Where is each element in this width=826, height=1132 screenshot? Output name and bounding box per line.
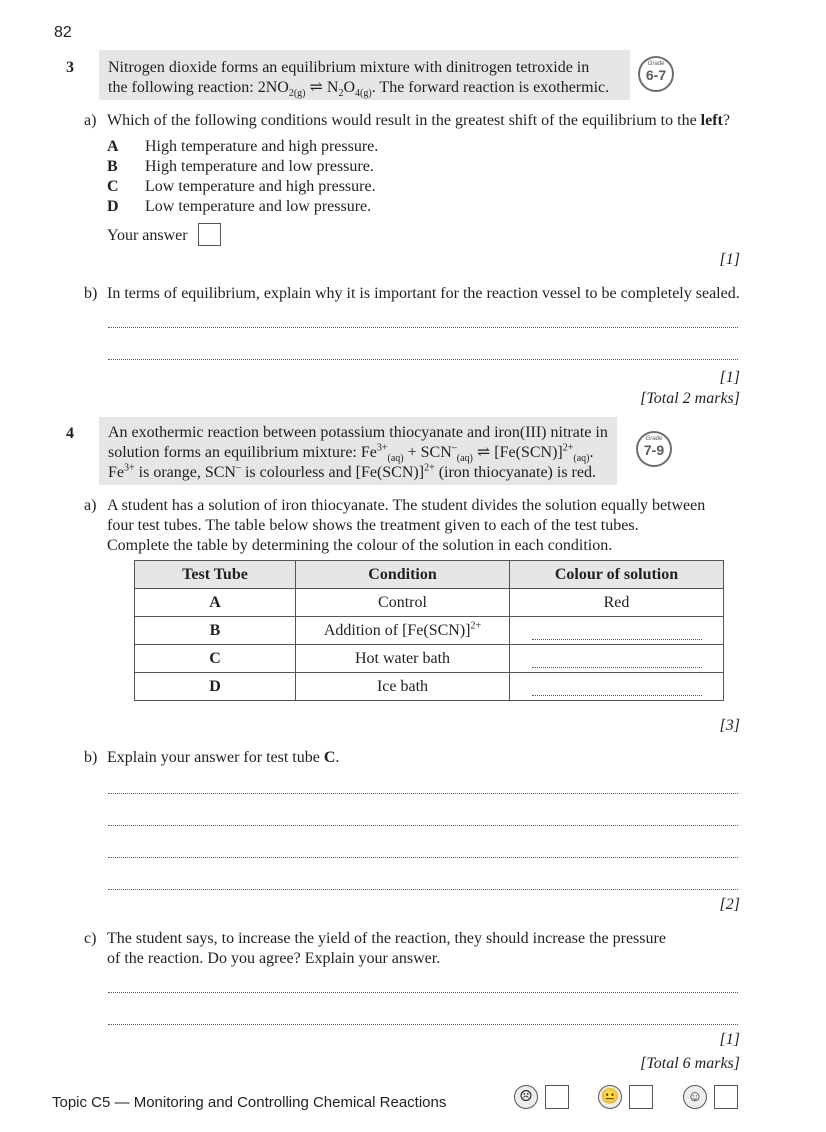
q4b-question [107, 748, 339, 768]
table-cell-colour[interactable] [510, 645, 724, 673]
stem-superscript: 3+ [376, 442, 388, 454]
answer-line[interactable] [108, 825, 738, 826]
q4a-line: four test tubes. The table below shows the treatment given to each of the test tubes. [107, 517, 639, 534]
table-cell-tube: D [135, 673, 296, 701]
footer-topic-title: Topic C5 — Monitoring and Controlling Chemical Reactions [52, 1094, 447, 1111]
your-answer-label: Your answer [107, 227, 188, 244]
stem-text: (iron thiocyanate) is red. [434, 464, 596, 481]
option-letter: B [107, 158, 118, 175]
option-text: Low temperature and low pressure. [145, 198, 372, 215]
table-cell-colour[interactable] [510, 617, 724, 645]
option-text: Low temperature and high pressure. [145, 178, 376, 195]
stem-text: [Fe(SCN)] [494, 444, 563, 461]
table-header: Condition [296, 561, 510, 589]
q3a-text: Which of the following conditions would result in the greatest shift of the equilibrium to the [107, 112, 701, 129]
table-row [135, 617, 724, 645]
answer-line[interactable] [108, 1024, 738, 1025]
colour-answer-line[interactable] [532, 649, 702, 668]
grade-badge-icon [636, 431, 672, 467]
q4a-mark: [3] [719, 717, 740, 734]
question-4-stem-box [99, 417, 617, 485]
confidence-box-mid[interactable] [629, 1085, 653, 1109]
table-cell-tube: B [135, 617, 296, 645]
q3a-question [107, 111, 730, 131]
answer-line[interactable] [108, 889, 738, 890]
stem-text: the following reaction: 2NO [108, 79, 289, 96]
grade-label: Grade [647, 61, 665, 67]
q4c-label: c) [84, 930, 97, 947]
stem-subscript: 2 [338, 88, 344, 100]
neutral-face-icon: 😐 [598, 1085, 622, 1109]
q3b-label: b) [84, 285, 98, 302]
stem-text: solution forms an equilibrium mixture: Fe [108, 444, 377, 461]
q3a-label: a) [84, 112, 97, 129]
q4b-text: . [335, 749, 340, 766]
table-row [135, 589, 724, 617]
q4c-line: of the reaction. Do you agree? Explain your answer. [107, 950, 441, 967]
q4b-bold: C [323, 749, 336, 766]
stem-text: + SCN [403, 444, 452, 461]
table-cell-colour[interactable] [510, 673, 724, 701]
table-cell-condition: Ice bath [296, 673, 510, 701]
q4b-mark: [2] [719, 896, 740, 913]
option-text: High temperature and high pressure. [145, 138, 379, 155]
stem-subscript: 4(g) [355, 88, 372, 100]
grade-badge-icon [638, 56, 674, 92]
question-3-number: 3 [66, 59, 74, 76]
answer-line[interactable] [108, 793, 738, 794]
answer-box[interactable] [198, 223, 221, 246]
q3a-text: ? [722, 112, 730, 129]
option-letter: D [107, 198, 119, 215]
stem-superscript: 2+ [562, 442, 574, 454]
option-letter: A [107, 138, 119, 155]
stem-subscript: (aq) [387, 453, 404, 465]
stem-superscript: – [235, 462, 241, 474]
table-cell-condition [296, 617, 510, 645]
stem-superscript: 2+ [424, 462, 435, 474]
stem-text: O [343, 79, 356, 96]
happy-face-icon: ☺ [683, 1085, 707, 1109]
table-header: Test Tube [135, 561, 296, 589]
colour-answer-line[interactable] [532, 621, 702, 640]
grade-value: 6-7 [645, 67, 667, 83]
option-row [107, 197, 378, 217]
stem-text: N [322, 79, 339, 96]
table-header: Colour of solution [510, 561, 724, 589]
q4c-line: The student says, to increase the yield of the reaction, they should increase the pressure [107, 930, 666, 947]
q4c-mark: [1] [719, 1031, 740, 1048]
question-3-stem-line2 [108, 78, 609, 98]
grade-label: Grade [645, 436, 663, 442]
stem-superscript: – [451, 442, 457, 454]
q3b-question: In terms of equilibrium, explain why it is important for the reaction vessel to be completely sealed. [107, 285, 740, 302]
stem-text: Fe [108, 464, 124, 481]
table-cell-condition: Control [296, 589, 510, 617]
answer-line[interactable] [108, 992, 738, 993]
stem-subscript: 2(g) [288, 88, 306, 100]
q4b-text: Explain your answer for test tube [107, 749, 324, 766]
q4-total: [Total 6 marks] [640, 1055, 740, 1072]
option-row [107, 177, 378, 197]
option-row [107, 137, 378, 157]
table-cell-tube: C [135, 645, 296, 673]
q4c-question [107, 929, 666, 969]
table-row [135, 673, 724, 701]
stem-subscript: (aq) [573, 453, 590, 465]
page-number: 82 [54, 24, 72, 41]
table-cell-condition: Hot water bath [296, 645, 510, 673]
q3-total: [Total 2 marks] [640, 390, 740, 407]
table-row [135, 645, 724, 673]
stem-subscript: (aq) [456, 453, 473, 465]
question-4-number: 4 [66, 425, 74, 442]
option-text: High temperature and low pressure. [145, 158, 374, 175]
condition-superscript: 2+ [470, 620, 482, 632]
table-header-row [135, 561, 724, 589]
q3a-bold: left [700, 112, 723, 129]
colour-answer-line[interactable] [532, 677, 702, 696]
answer-line[interactable] [108, 857, 738, 858]
option-row [107, 157, 378, 177]
option-letter: C [107, 178, 119, 195]
question-4-stem-line3 [108, 463, 596, 483]
q4b-label: b) [84, 749, 98, 766]
stem-text: . The forward reaction is exothermic. [371, 79, 610, 96]
q4a-line: Complete the table by determining the colour of the solution in each condition. [107, 537, 613, 554]
stem-text: is colourless and [Fe(SCN)] [240, 464, 425, 481]
q4a-line: A student has a solution of iron thiocyanate. The student divides the solution equally between [107, 497, 706, 514]
table-cell-tube: A [135, 589, 296, 617]
stem-text: is orange, SCN [134, 464, 236, 481]
q4a-label: a) [84, 497, 97, 514]
equilibrium-arrow-icon: ⇌ [472, 444, 495, 461]
question-3-stem-box [99, 50, 630, 100]
grade-value: 7-9 [643, 442, 665, 458]
q3b-mark: [1] [719, 369, 740, 386]
table-cell-colour: Red [510, 589, 724, 617]
sad-face-icon: ☹ [514, 1085, 538, 1109]
stem-text: . [589, 444, 594, 461]
condition-text: Addition of [Fe(SCN)] [323, 621, 471, 639]
question-4-stem-line2 [108, 443, 593, 463]
confidence-box-low[interactable] [545, 1085, 569, 1109]
question-4-stem-line1: An exothermic reaction between potassium thiocyanate and iron(III) nitrate in [108, 424, 608, 441]
answer-line[interactable] [108, 327, 738, 328]
q4a-question [107, 496, 705, 556]
question-3-stem-line1: Nitrogen dioxide forms an equilibrium mixture with dinitrogen tetroxide in [108, 59, 590, 76]
test-tube-table [134, 560, 724, 701]
q3a-options [107, 137, 378, 217]
q3a-mark: [1] [719, 251, 740, 268]
equilibrium-arrow-icon: ⇌ [309, 79, 323, 96]
confidence-box-high[interactable] [714, 1085, 738, 1109]
answer-line[interactable] [108, 359, 738, 360]
stem-superscript: 3+ [124, 462, 135, 474]
